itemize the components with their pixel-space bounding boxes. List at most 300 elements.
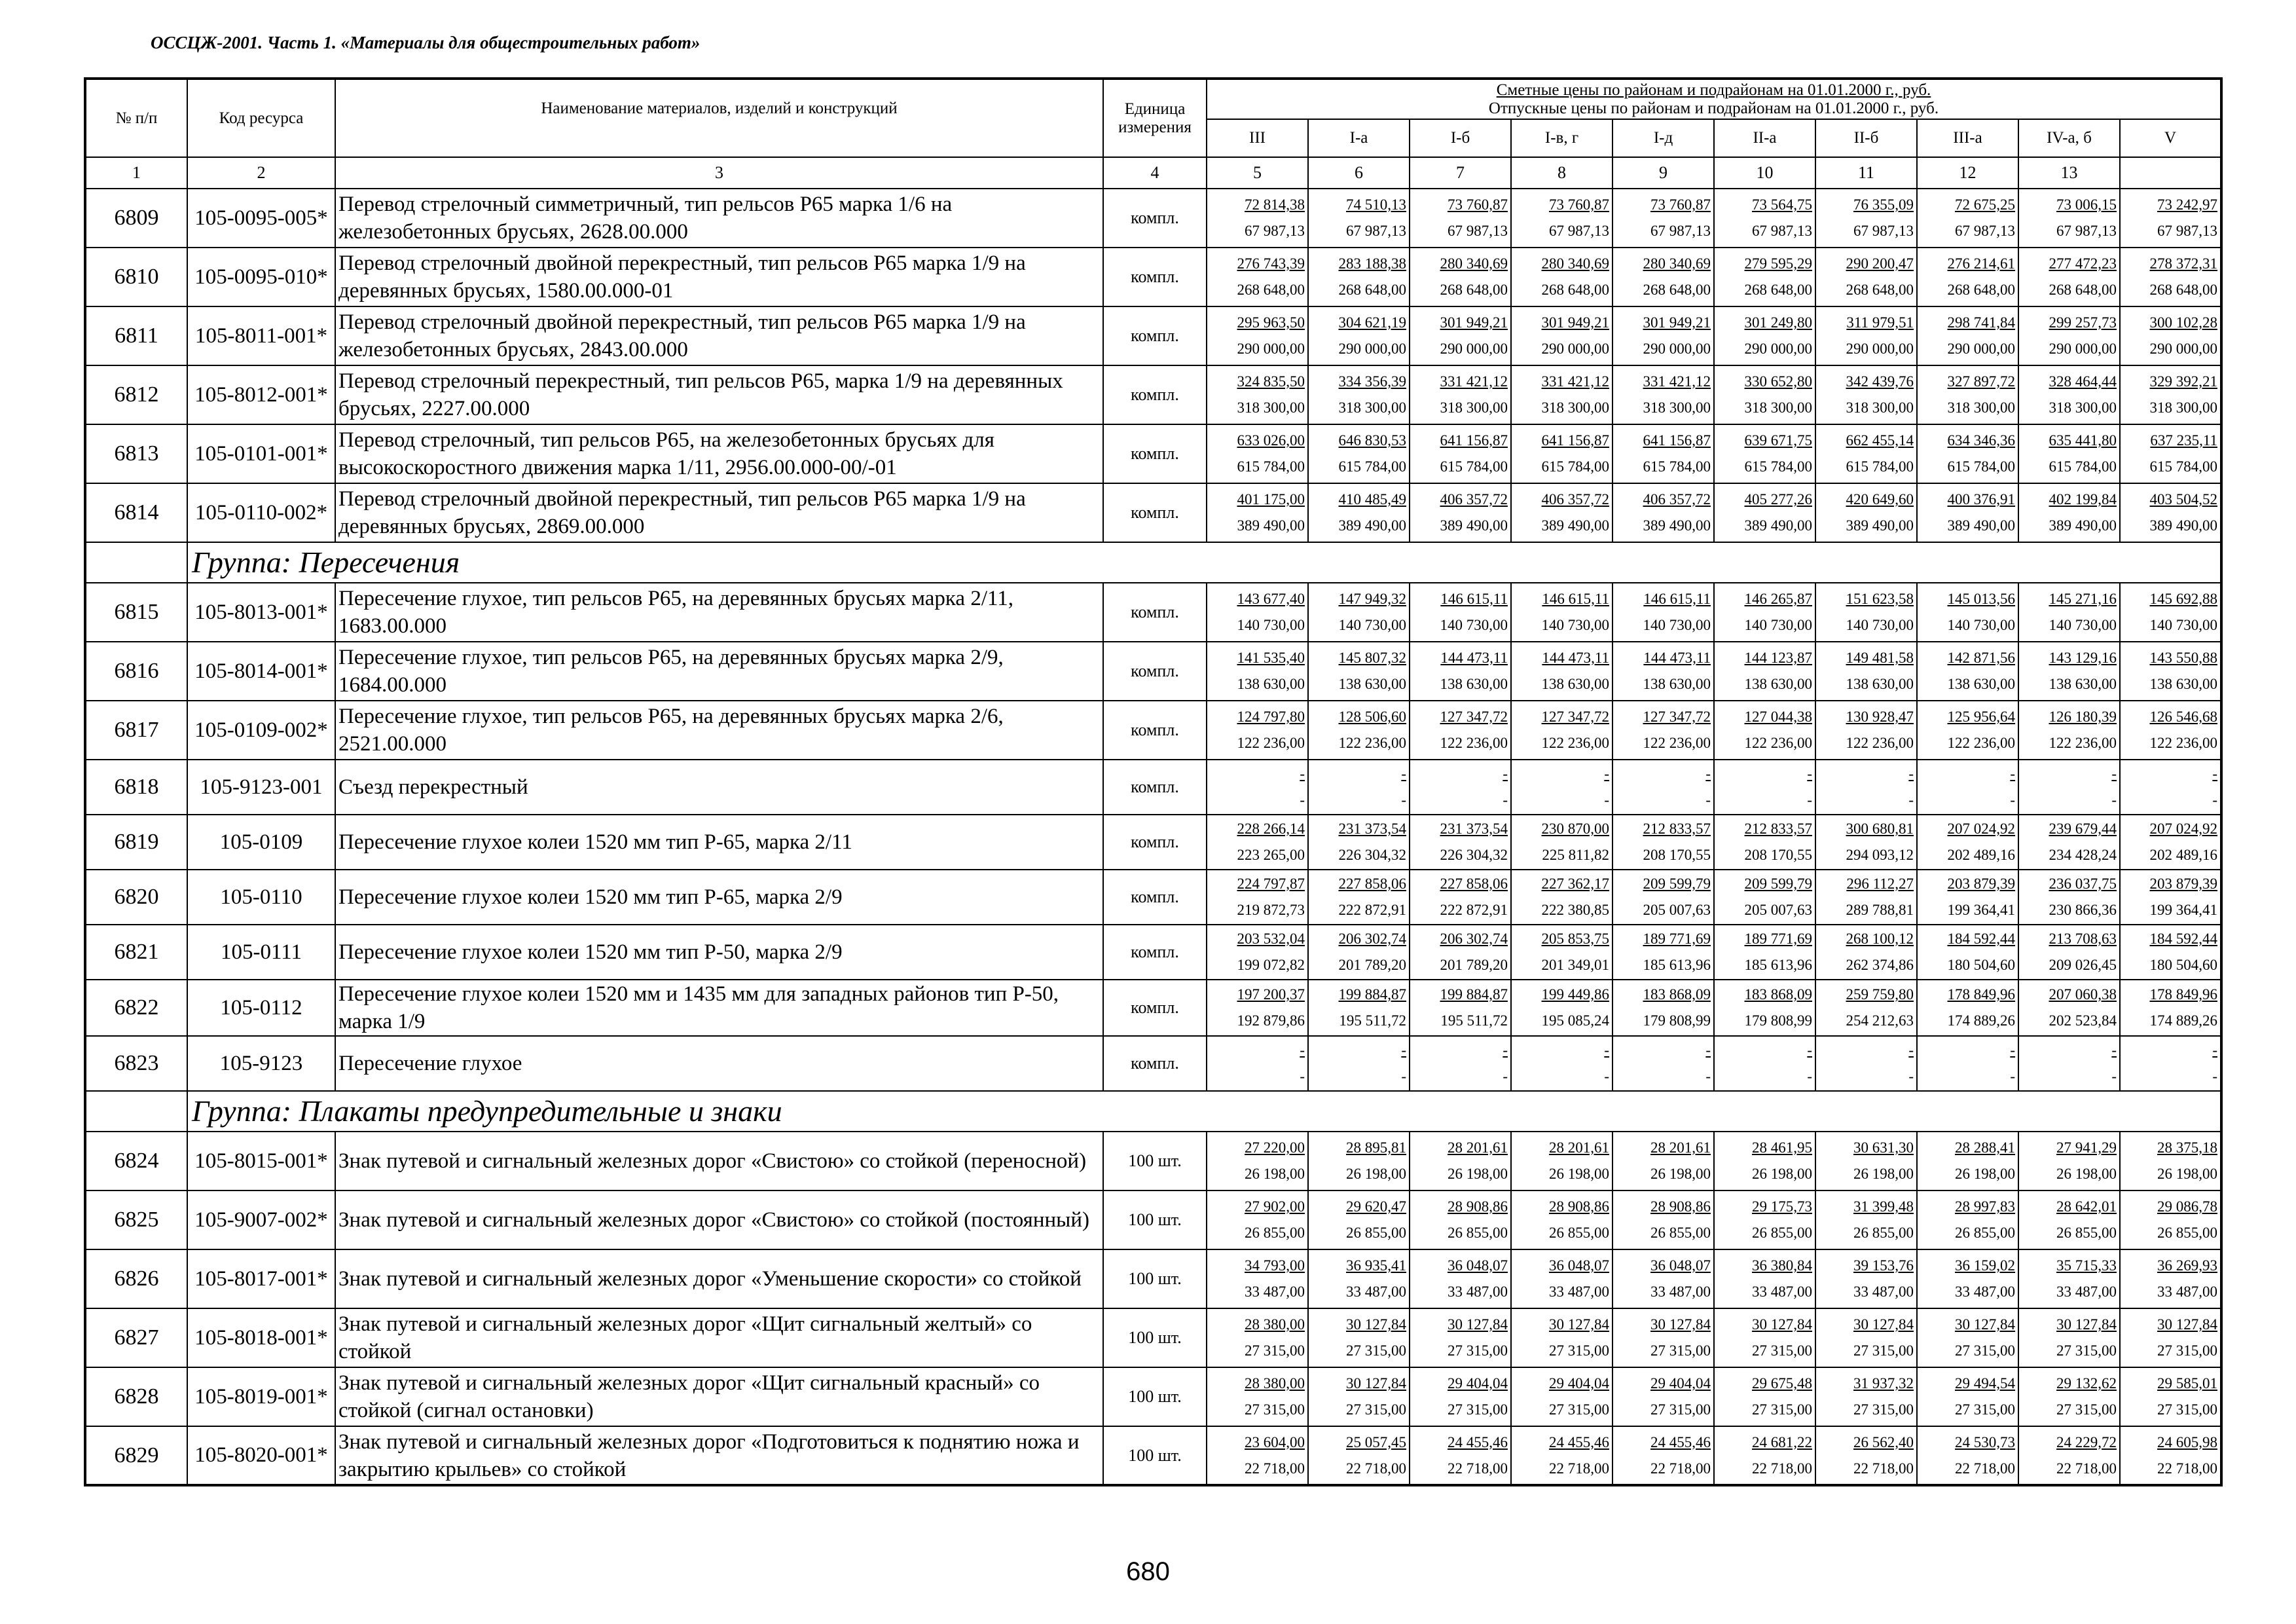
estimate-price: 27 941,29 [2056,1139,2117,1156]
region-header: V [2120,119,2221,157]
release-price: 27 315,00 [1549,1401,1609,1418]
price-cell [1815,760,1917,815]
price-cell [1207,701,1308,760]
estimate-price: 183 868,09 [1744,986,1812,1003]
release-price: 222 380,85 [1541,902,1609,918]
release-price: 22 718,00 [1752,1460,1812,1477]
estimate-price: 224 797,87 [1237,876,1305,892]
estimate-price: 127 347,72 [1440,709,1508,725]
price-cell [1410,1367,1511,1426]
estimate-price: 29 494,54 [1955,1375,2015,1392]
group-empty-cell [85,1091,187,1132]
estimate-price: 130 928,47 [1846,709,1914,725]
estimate-price: 147 949,32 [1338,591,1406,607]
price-cell [1511,1367,1613,1426]
price-cell [1410,760,1511,815]
release-price: 290 000,00 [1846,341,1914,357]
price-cell [1714,306,1815,365]
price-cell [2018,870,2120,925]
row-number: 6823 [85,1036,187,1091]
estimate-price: 24 229,72 [2056,1433,2117,1450]
price-cell [1917,1426,2018,1485]
estimate-price: 149 481,58 [1846,650,1914,666]
estimate-price: 276 743,39 [1237,255,1305,272]
estimate-price: 24 530,73 [1955,1433,2015,1450]
price-cell [1207,1367,1308,1426]
estimate-price: 146 615,11 [1542,591,1609,607]
release-price: 26 855,00 [1955,1225,2015,1241]
estimate-price: 30 127,84 [1650,1316,1711,1333]
price-cell [1714,1426,1815,1485]
row-number: 6815 [85,583,187,642]
price-cell [1613,365,1714,424]
price-cell [1613,248,1714,306]
release-price: 27 315,00 [1448,1401,1508,1418]
release-price: 140 730,00 [2049,617,2117,633]
estimate-price: 406 357,72 [1643,491,1711,507]
price-cell [1308,1036,1410,1091]
release-price: 226 304,32 [1440,847,1508,863]
release-price: 209 026,45 [2049,957,2117,973]
estimate-price: 36 380,84 [1752,1257,1812,1274]
unit-cell: компл. [1103,306,1207,365]
release-price: 27 315,00 [1853,1401,1914,1418]
estimate-price: 342 439,76 [1846,373,1914,390]
estimate-price: 146 615,11 [1643,591,1711,607]
release-price: 27 315,00 [1752,1342,1812,1359]
estimate-price: 206 302,74 [1338,931,1406,947]
release-price: 318 300,00 [1541,399,1609,416]
price-cell [2018,925,2120,980]
material-name: Перевод стрелочный симметричный, тип рельсов Р65 марка 1/6 на железобетонных брусьях, 2628.00.000 [335,189,1103,248]
release-price: 27 315,00 [2157,1401,2217,1418]
price-cell [2018,1308,2120,1367]
price-cell [1815,583,1917,642]
price-cell [1917,870,2018,925]
release-price: 22 718,00 [1955,1460,2015,1477]
price-cell [1815,870,1917,925]
row-number: 6816 [85,642,187,701]
column-number: 9 [1613,157,1714,189]
estimate-price: 72 814,38 [1245,196,1305,213]
price-cell [1207,1249,1308,1308]
price-cell [1714,1036,1815,1091]
price-cell [1410,1426,1511,1485]
material-name: Знак путевой и сигнальный железных дорог «Щит сигнальный красный» со стойкой (сигнал остановки) [335,1367,1103,1426]
estimate-price: 29 404,04 [1549,1375,1609,1392]
price-cell [1308,424,1410,483]
estimate-price: 30 127,84 [1853,1316,1914,1333]
price-cell [1511,701,1613,760]
price-cell [1308,248,1410,306]
row-number: 6821 [85,925,187,980]
resource-code: 105-9007-002* [187,1190,335,1249]
price-cell [2120,583,2221,642]
estimate-price: 73 242,97 [2157,196,2217,213]
release-price: 122 236,00 [2149,735,2217,751]
release-price: 202 489,16 [2149,847,2217,863]
release-price: 389 490,00 [1744,517,1812,534]
release-price: 67 987,13 [2056,223,2117,239]
release-price: 26 855,00 [1448,1225,1508,1241]
release-price: - [2111,792,2117,808]
release-price: - [1300,792,1305,808]
estimate-price: 403 504,52 [2149,491,2217,507]
release-price: - [2212,792,2217,808]
material-name: Пересечение глухое, тип рельсов Р65, на деревянных брусьях марка 2/6, 2521.00.000 [335,701,1103,760]
estimate-price: 209 599,79 [1643,876,1711,892]
estimate-price: 641 156,87 [1440,432,1508,449]
estimate-price: 28 201,61 [1650,1139,1711,1156]
release-price: 389 490,00 [1947,517,2015,534]
price-cell [1815,1190,1917,1249]
release-price: 234 428,24 [2049,847,2117,863]
release-price: 27 315,00 [2157,1342,2217,1359]
unit-cell: компл. [1103,760,1207,815]
estimate-price: 227 858,06 [1338,876,1406,892]
release-price: - [2111,1068,2117,1084]
estimate-price: 328 464,44 [2049,373,2117,390]
release-price: 122 236,00 [1541,735,1609,751]
release-price: 22 718,00 [2157,1460,2217,1477]
price-cell [1410,1036,1511,1091]
estimate-price: 178 849,96 [1947,986,2015,1003]
material-name: Перевод стрелочный, тип рельсов Р65, на железобетонных брусьях для высокоскоростного движения марка 1/11, 2956.00.000-00/-01 [335,424,1103,483]
price-cell [1410,925,1511,980]
estimate-price: 406 357,72 [1440,491,1508,507]
release-price: 33 487,00 [1448,1283,1508,1300]
release-price: 26 855,00 [1853,1225,1914,1241]
release-price: 230 866,36 [2049,902,2117,918]
price-cell [1511,248,1613,306]
price-cell [1815,248,1917,306]
release-price: 615 784,00 [1541,458,1609,475]
price-cell [2018,1367,2120,1426]
estimate-price: - [1401,766,1406,782]
group-row [85,542,2221,583]
release-price: 140 730,00 [2149,617,2217,633]
release-price: 318 300,00 [1237,399,1305,416]
estimate-price: 73 760,87 [1448,196,1508,213]
table-row [85,483,2221,542]
price-cell [1308,815,1410,870]
price-cell [1815,1132,1917,1190]
estimate-price: 639 671,75 [1744,432,1812,449]
release-price: 290 000,00 [1237,341,1305,357]
price-cell [1714,1308,1815,1367]
price-cell [1917,365,2018,424]
price-cell [1613,815,1714,870]
estimate-price: 145 013,56 [1947,591,2015,607]
table-row [85,870,2221,925]
price-cell [2018,483,2120,542]
estimate-price: 36 048,07 [1650,1257,1711,1274]
material-name: Знак путевой и сигнальный железных дорог «Щит сигнальный желтый» со стойкой [335,1308,1103,1367]
release-price: 254 212,63 [1846,1012,1914,1029]
estimate-price: 124 797,80 [1237,709,1305,725]
release-price: 140 730,00 [1643,617,1711,633]
price-cell [1714,1132,1815,1190]
material-name: Пересечение глухое колеи 1520 мм тип Р-65, марка 2/11 [335,815,1103,870]
price-cell [1308,306,1410,365]
release-price: 615 784,00 [1846,458,1914,475]
resource-code: 105-8020-001* [187,1426,335,1485]
price-cell [2120,980,2221,1036]
price-cell [1410,815,1511,870]
document-header: ОССЦЖ-2001. Часть 1. «Материалы для общестроительных работ» [151,33,701,52]
release-price: 140 730,00 [1541,617,1609,633]
estimate-price: 30 127,84 [1346,1375,1406,1392]
release-price: 195 085,24 [1541,1012,1609,1029]
price-cell [1815,815,1917,870]
release-price: 389 490,00 [1643,517,1711,534]
release-price: - [1908,1068,1914,1084]
resource-code: 105-0101-001* [187,424,335,483]
resource-code: 105-0110 [187,870,335,925]
price-cell [1308,1132,1410,1190]
estimate-price: 634 346,36 [1947,432,2015,449]
estimate-price: 128 506,60 [1338,709,1406,725]
resource-code: 105-8011-001* [187,306,335,365]
price-cell [1917,306,2018,365]
estimate-price: 662 455,14 [1846,432,1914,449]
release-price: 33 487,00 [1346,1283,1406,1300]
release-price: 122 236,00 [1338,735,1406,751]
release-price: 389 490,00 [1237,517,1305,534]
estimate-price: - [2111,1042,2117,1058]
release-price: 290 000,00 [2149,341,2217,357]
region-header: I-д [1613,119,1714,157]
price-cell [1815,1426,1917,1485]
estimate-price: 300 102,28 [2149,314,2217,331]
column-number: 12 [1917,157,2018,189]
estimate-price: 28 288,41 [1955,1139,2015,1156]
release-price: 290 000,00 [2049,341,2117,357]
price-cell [1815,1036,1917,1091]
estimate-price: 28 908,86 [1650,1198,1711,1215]
release-price: 138 630,00 [1541,676,1609,692]
price-cell [1815,189,1917,248]
estimate-price: - [2111,766,2117,782]
price-cell [1511,980,1613,1036]
release-price: 67 987,13 [1245,223,1305,239]
release-price: 122 236,00 [1643,735,1711,751]
release-price: 26 198,00 [2157,1166,2217,1182]
release-price: - [1807,792,1812,808]
price-cell [1511,1308,1613,1367]
estimate-price: 277 472,23 [2049,255,2117,272]
column-number: 4 [1103,157,1207,189]
price-cell [1511,925,1613,980]
estimate-price: 283 188,38 [1338,255,1406,272]
row-number: 6820 [85,870,187,925]
price-cell [1917,483,2018,542]
release-price: - [1908,792,1914,808]
release-price: 26 855,00 [1752,1225,1812,1241]
price-cell [1613,306,1714,365]
price-cell [1714,424,1815,483]
price-cell [1917,925,2018,980]
price-cell [1511,365,1613,424]
release-price: 201 789,20 [1440,957,1508,973]
release-price: - [1503,1068,1508,1084]
price-cell [2120,701,2221,760]
estimate-price: 28 380,00 [1245,1316,1305,1333]
estimate-price: - [1604,766,1609,782]
estimate-price: 633 026,00 [1237,432,1305,449]
row-number: 6817 [85,701,187,760]
estimate-price: 228 266,14 [1237,821,1305,837]
unit-cell: компл. [1103,925,1207,980]
release-price: - [1604,1068,1609,1084]
price-cell [1714,815,1815,870]
estimate-price: 298 741,84 [1947,314,2015,331]
release-price: 27 315,00 [2056,1342,2117,1359]
col-header-name: Наименование материалов, изделий и конструкций [335,79,1103,157]
release-price: 122 236,00 [1846,735,1914,751]
estimate-price: 230 870,00 [1541,821,1609,837]
release-price: - [1807,1068,1812,1084]
estimate-price: 29 404,04 [1448,1375,1508,1392]
resource-code: 105-8013-001* [187,583,335,642]
price-cell [1207,248,1308,306]
column-number: 3 [335,157,1103,189]
price-cell [1308,365,1410,424]
estimate-price: 280 340,69 [1541,255,1609,272]
price-cell [1917,815,2018,870]
price-cell [1714,583,1815,642]
estimate-price: - [1705,766,1711,782]
estimate-price: 213 708,63 [2049,931,2117,947]
release-price: 268 648,00 [1338,282,1406,298]
release-price: 22 718,00 [1448,1460,1508,1477]
release-price: 27 315,00 [1752,1401,1812,1418]
estimate-price: 145 692,88 [2149,591,2217,607]
release-price: 615 784,00 [1338,458,1406,475]
price-cell [1714,642,1815,701]
estimate-price: 231 373,54 [1440,821,1508,837]
price-cell [1308,760,1410,815]
price-cell [1714,980,1815,1036]
price-cell [1511,1036,1613,1091]
estimate-price: 28 380,00 [1245,1375,1305,1392]
price-cell [1613,1190,1714,1249]
release-price: 33 487,00 [1245,1283,1305,1300]
release-price: 67 987,13 [2157,223,2217,239]
price-cell [1917,1132,2018,1190]
estimate-price: 30 127,84 [1346,1316,1406,1333]
release-price: 22 718,00 [1650,1460,1711,1477]
estimate-price: - [1300,766,1305,782]
price-cell [2120,1132,2221,1190]
release-price: 615 784,00 [1744,458,1812,475]
release-price: 180 504,60 [1947,957,2015,973]
price-cell [1207,365,1308,424]
group-empty-cell [85,542,187,583]
price-cell [1613,925,1714,980]
estimate-price: 36 048,07 [1448,1257,1508,1274]
estimate-price: - [2212,1042,2217,1058]
table-row [85,1132,2221,1190]
release-price: 122 236,00 [1440,735,1508,751]
price-cell [1308,1367,1410,1426]
price-cell [1815,1249,1917,1308]
prices-title-estimate: Сметные цены по районам и подрайонам на 01.01.2000 г., руб. [1496,81,1931,99]
region-header: II-а [1714,119,1815,157]
release-price: 122 236,00 [1947,735,2015,751]
price-cell [1917,760,2018,815]
price-cell [1207,189,1308,248]
estimate-price: 73 006,15 [2056,196,2117,213]
release-price: 389 490,00 [2049,517,2117,534]
estimate-price: 280 340,69 [1643,255,1711,272]
estimate-price: 127 347,72 [1541,709,1609,725]
price-cell [1207,1132,1308,1190]
price-cell [1714,760,1815,815]
price-cell [1511,424,1613,483]
price-cell [1917,189,2018,248]
group-title: Группа: Пересечения [187,542,2221,583]
release-price: 138 630,00 [1744,676,1812,692]
estimate-price: 28 908,86 [1549,1198,1609,1215]
release-price: - [1503,792,1508,808]
price-cell [1207,1190,1308,1249]
price-cell [1815,306,1917,365]
price-cell [1207,642,1308,701]
release-price: 67 987,13 [1448,223,1508,239]
col-header-code: Код ресурса [187,79,335,157]
estimate-price: 30 631,30 [1853,1139,1914,1156]
price-cell [1410,365,1511,424]
material-name: Пересечение глухое, тип рельсов Р65, на деревянных брусьях марка 2/11, 1683.00.000 [335,583,1103,642]
price-cell [1613,1367,1714,1426]
price-cell [2018,701,2120,760]
release-price: 26 855,00 [1245,1225,1305,1241]
price-cell [1410,248,1511,306]
price-cell [1308,1308,1410,1367]
release-price: 289 788,81 [1846,902,1914,918]
release-price: 138 630,00 [1237,676,1305,692]
price-cell [1917,248,2018,306]
resource-code: 105-8017-001* [187,1249,335,1308]
estimate-price: 29 404,04 [1650,1375,1711,1392]
release-price: 26 198,00 [1955,1166,2015,1182]
release-price: 67 987,13 [1853,223,1914,239]
release-price: 268 648,00 [1947,282,2015,298]
estimate-price: 331 421,12 [1440,373,1508,390]
material-name: Знак путевой и сигнальный железных дорог «Уменьшение скорости» со стойкой [335,1249,1103,1308]
price-cell [1308,1190,1410,1249]
price-cell [2018,1036,2120,1091]
table-row [85,980,2221,1036]
release-price: 262 374,86 [1846,957,1914,973]
resource-code: 105-0110-002* [187,483,335,542]
estimate-price: 36 269,93 [2157,1257,2217,1274]
release-price: 615 784,00 [1440,458,1508,475]
estimate-price: 73 760,87 [1650,196,1711,213]
estimate-price: 144 123,87 [1744,650,1812,666]
column-number: 10 [1714,157,1815,189]
release-price: 122 236,00 [1744,735,1812,751]
release-price: 195 511,72 [1440,1012,1508,1029]
row-number: 6819 [85,815,187,870]
release-price: 26 198,00 [1245,1166,1305,1182]
price-cell [2018,980,2120,1036]
table-row [85,925,2221,980]
estimate-price: 268 100,12 [1846,931,1914,947]
price-cell [1410,424,1511,483]
price-cell [2120,925,2221,980]
